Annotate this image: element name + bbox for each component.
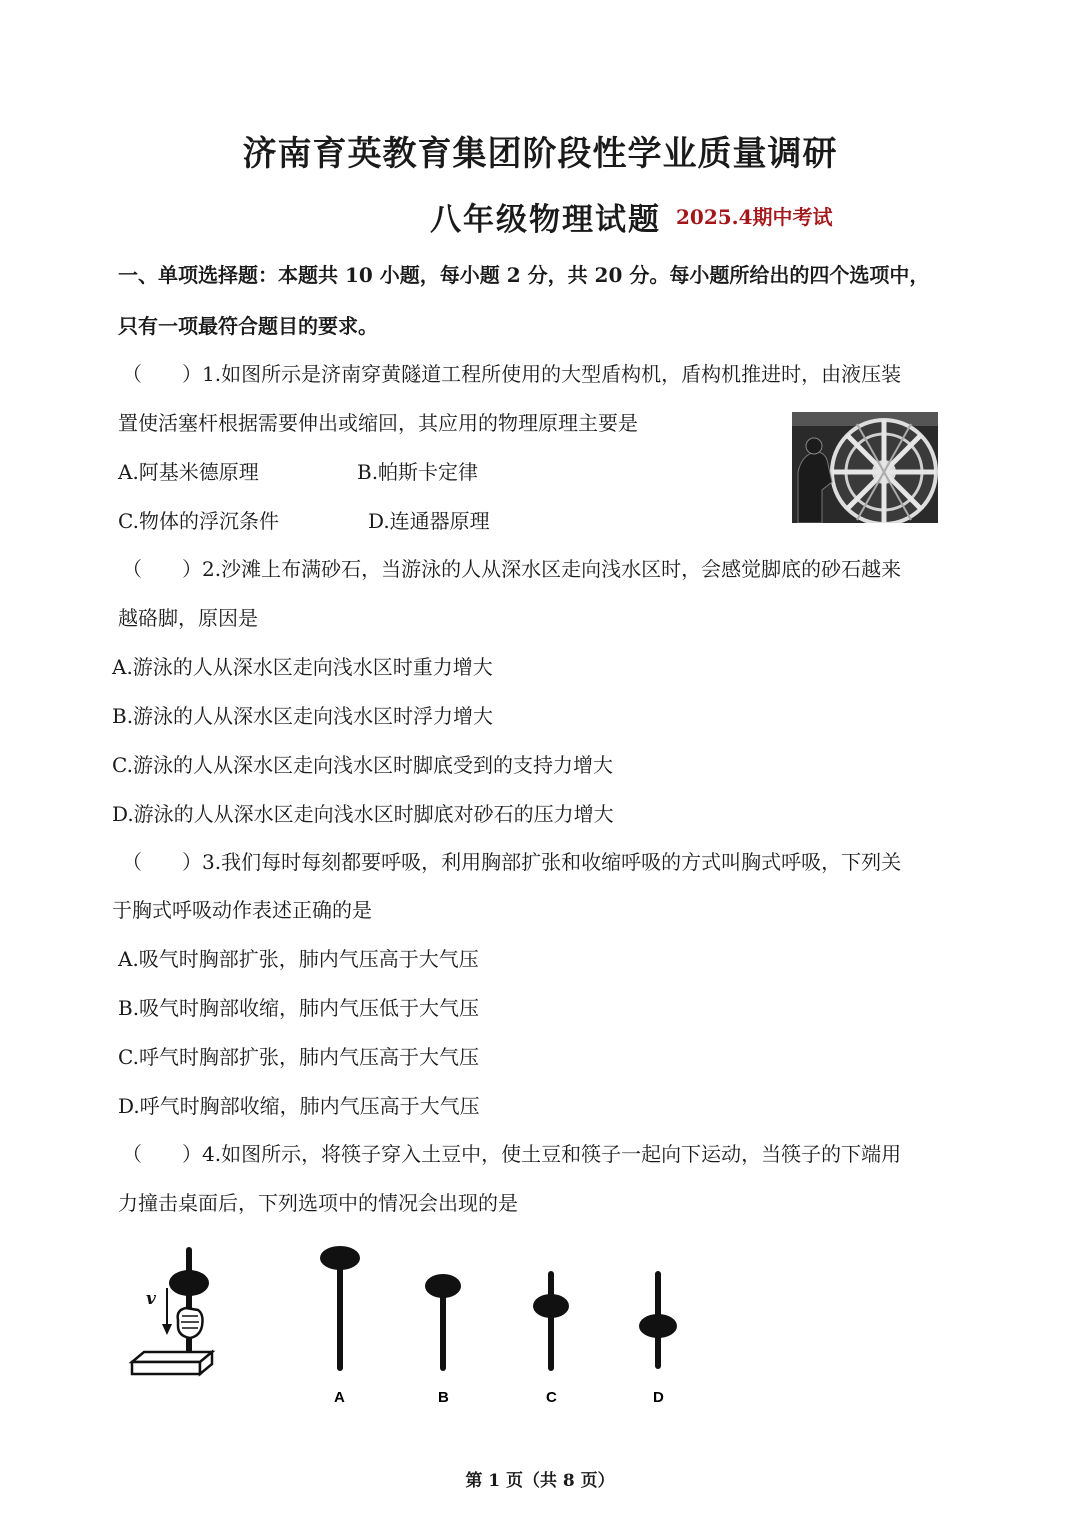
q3-option-d[interactable]: D.呼气时胸部收缩，肺内气压高于大气压	[118, 1094, 480, 1118]
q4-line1	[122, 1138, 901, 1167]
figure-label-b: B	[438, 1389, 449, 1406]
option-b-diagram	[425, 1274, 461, 1368]
exam-subtitle: 八年级物理试题	[430, 202, 661, 238]
q1-option-a[interactable]: A.阿基米德原理	[118, 460, 259, 484]
option-d-diagram	[639, 1274, 677, 1366]
q2-option-b[interactable]: B.游泳的人从深水区走向浅水区时浮力增大	[112, 704, 494, 728]
option-a-diagram	[320, 1246, 360, 1368]
exam-title: 济南育英教育集团阶段性学业质量调研	[242, 134, 838, 174]
q3-stem-2: 于胸式呼吸动作表述正确的是	[112, 898, 372, 922]
figure-label-a: A	[334, 1389, 345, 1406]
setup-diagram	[132, 1250, 212, 1374]
q3-option-b[interactable]: B.吸气时胸部收缩，肺内气压低于大气压	[118, 996, 480, 1020]
q1-line1	[122, 358, 901, 387]
q1-answer-paren[interactable]: （ ）	[122, 362, 202, 386]
section-heading-line1: 一、单项选择题：本题共 10 小题，每小题 2 分，共 20 分。每小题所给出的四个选项中，	[118, 263, 930, 287]
velocity-label: v	[146, 1289, 156, 1309]
q2-option-a[interactable]: A.游泳的人从深水区走向浅水区时重力增大	[112, 655, 493, 679]
q3-stem-1: 3.我们每时每刻都要呼吸，利用胸部扩张和收缩呼吸的方式叫胸式呼吸，下列关	[202, 850, 902, 874]
q2-stem-2: 越硌脚，原因是	[118, 606, 258, 630]
q4-stem-2: 力撞击桌面后，下列选项中的情况会出现的是	[118, 1191, 518, 1215]
q3-option-c[interactable]: C.呼气时胸部扩张，肺内气压高于大气压	[118, 1045, 479, 1069]
q3-option-a[interactable]: A.吸气时胸部扩张，肺内气压高于大气压	[118, 947, 479, 971]
q4-stem-1: 4.如图所示，将筷子穿入土豆中，使土豆和筷子一起向下运动，当筷子的下端用	[202, 1142, 902, 1166]
figure-label-c: C	[546, 1389, 557, 1406]
q3-answer-paren[interactable]: （ ）	[122, 850, 202, 874]
option-c-diagram	[533, 1274, 569, 1368]
q1-option-b[interactable]: B.帕斯卡定律	[357, 460, 479, 484]
q4-answer-paren[interactable]: （ ）	[122, 1142, 202, 1166]
q2-line1	[122, 553, 901, 582]
section-heading-line2: 只有一项最符合题目的要求。	[118, 314, 378, 338]
q2-answer-paren[interactable]: （ ）	[122, 557, 202, 581]
q1-option-c[interactable]: C.物体的浮沉条件	[118, 509, 279, 533]
q1-stem-2: 置使活塞杆根据需要伸出或缩回，其应用的物理原理主要是	[118, 411, 638, 435]
shield-machine-photo	[792, 412, 938, 523]
q2-stem-1: 2.沙滩上布满砂石，当游泳的人从深水区走向浅水区时，会感觉脚底的砂石越来	[202, 557, 902, 581]
figure-label-d: D	[653, 1389, 664, 1406]
q1-option-d[interactable]: D.连通器原理	[368, 509, 490, 533]
q2-option-d[interactable]: D.游泳的人从深水区走向浅水区时脚底对砂石的压力增大	[112, 802, 614, 826]
q1-stem-1: 1.如图所示是济南穿黄隧道工程所使用的大型盾构机，盾构机推进时，由液压装	[202, 362, 902, 386]
exam-date-tag: 2025.4期中考试	[676, 205, 833, 229]
q2-option-c[interactable]: C.游泳的人从深水区走向浅水区时脚底受到的支持力增大	[112, 753, 613, 777]
page-number: 第 1 页（共 8 页）	[465, 1471, 615, 1491]
q3-line1	[122, 846, 901, 875]
chopstick-potato-figure	[120, 1240, 700, 1410]
